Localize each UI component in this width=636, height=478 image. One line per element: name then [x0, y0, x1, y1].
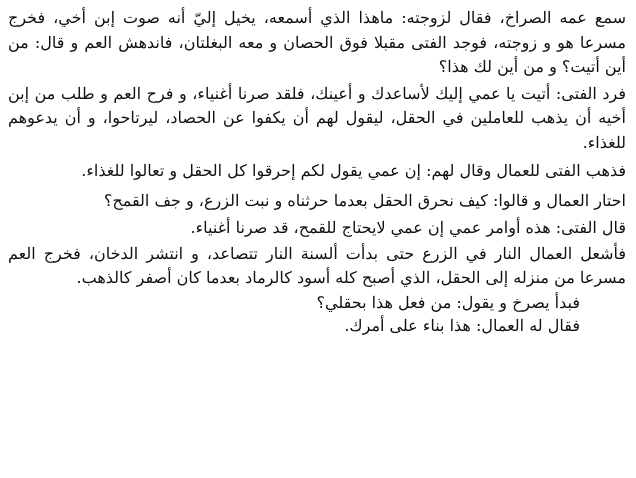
paragraph-1: سمع عمه الصراخ، فقال لزوجته: ماهذا الذي أسمعه، يخيل إليّ أنه صوت إبن أخي، فخرج مسرعا هو و زوجته، فوجد الفتى مقبلا فوق الحصان و معه البغلتان، فاندهش العم و قال: من أين أتيت؟ و من أين لك هذا؟	[8, 8, 626, 76]
paragraph-2: فرد الفتى: أتيت يا عمي إليك لأساعدك و أعينك، فلقد صرنا أغنياء، و فرح العم و طلب من إبن أخيه أن يذهب للعاملين في الحقل، ليقول لهم أن يكفوا عن الحصاد، ليرتاحوا، و أن يدعوهم للغذاء.	[8, 83, 626, 152]
short-line-2: فقال له العمال: هذا بناء على أمرك.	[344, 315, 580, 335]
short-line-1: فبدأ يصرخ و يقول: من فعل هذا بحقلي؟	[316, 292, 580, 312]
paragraph-4: احتار العمال و قالوا: كيف نحرق الحقل بعدما حرثناه و نبت الزرع، و جف القمح؟	[103, 190, 626, 210]
paragraph-3: فذهب الفتى للعمال وقال لهم: إن عمي يقول لكم إحرقوا كل الحقل و تعالوا للغذاء.	[81, 161, 626, 180]
paragraph-5: قال الفتى: هذه أوامر عمي إن عمي لايحتاج للقمح، قد صرنا أغنياء.	[190, 217, 626, 237]
paragraph-6: فأشعل العمال النار في الزرع حتى بدأت ألسنة النار تتصاعد، و انتشر الدخان، فخرج العم مسرعا من منزله إلى الحقل، الذي أصبح كله أسود كالرماد بعدما كان أصفر كالذهب.	[8, 243, 626, 287]
